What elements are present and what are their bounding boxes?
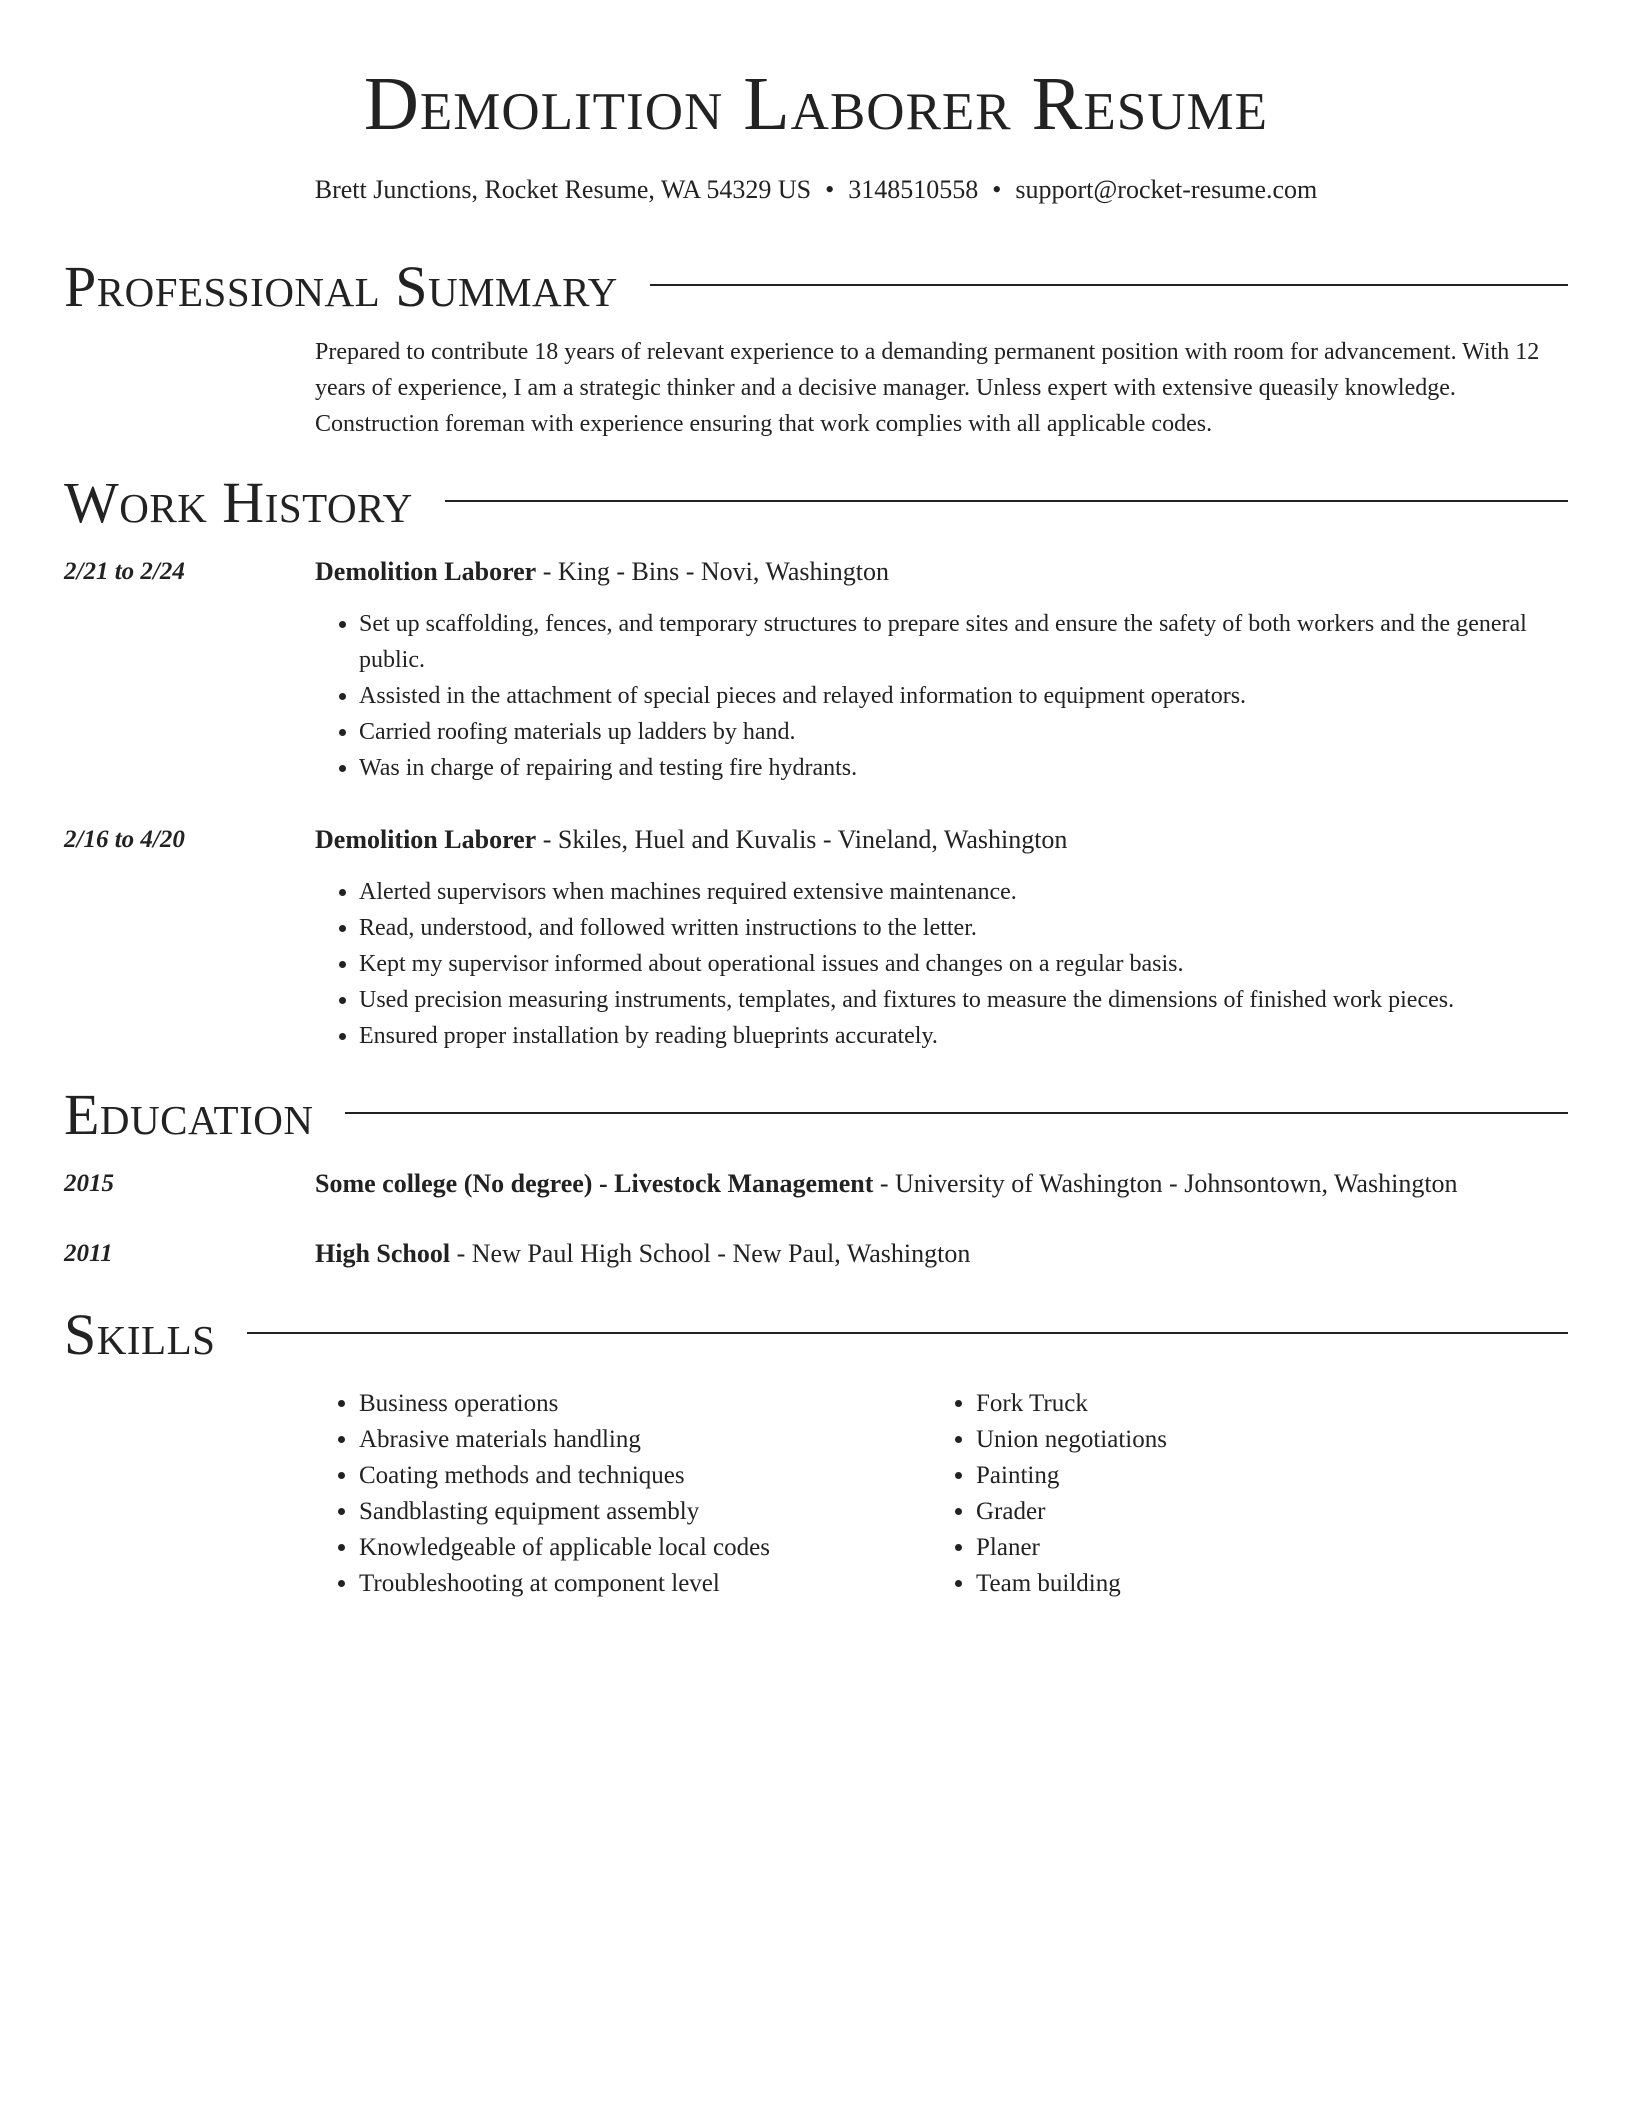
skills-list-right [932, 1386, 1532, 1602]
education-degree: Some college (No degree) - Livestock Management [315, 1169, 874, 1198]
summary-heading: Professional Summary [64, 254, 618, 319]
summary-section-header [64, 254, 1568, 320]
job-duty: • Ensured proper installation by reading blueprints accurately. [359, 1018, 1568, 1054]
job-duty: • Kept my supervisor informed about operational issues and changes on a regular basis. [359, 946, 1568, 982]
section-divider [445, 500, 1568, 502]
summary-text: Prepared to contribute 18 years of relevant experience to a demanding permanent position with room for advancement. With 12 years of experience, I am a strategic thinker and a decisive manager. Unless expert with extensive queasily knowledge. Construction foreman with experience ensuring that work complies with all applicable codes. [315, 339, 1540, 437]
job-duty: • Assisted in the attachment of special pieces and relayed information to equipment operators. [359, 678, 1568, 714]
education-entry [315, 1166, 1568, 1202]
skill-item: • Fork Truck [976, 1386, 1532, 1422]
job-title-line [315, 554, 1568, 590]
work-history-heading: Work History [64, 470, 413, 535]
job-duties-list [315, 606, 1568, 786]
education-year: 2011 [64, 1240, 113, 1267]
skill-item: • Painting [976, 1458, 1532, 1494]
skill-item: • Sandblasting equipment assembly [359, 1494, 929, 1530]
education-section-header [64, 1082, 1568, 1148]
education-heading: Education [64, 1082, 314, 1147]
job-duty: • Was in charge of repairing and testing fire hydrants. [359, 750, 1568, 786]
education-entry [315, 1236, 1568, 1272]
skill-item: • Coating methods and techniques [359, 1458, 929, 1494]
section-divider [650, 284, 1568, 286]
skill-item: • Knowledgeable of applicable local codes [359, 1530, 929, 1566]
job-employer-details: - King - Bins - Novi, Washington [536, 557, 889, 586]
contact-line [64, 172, 1568, 208]
job-duty: • Used precision measuring instruments, templates, and fixtures to measure the dimensions of finished work pieces. [359, 982, 1568, 1018]
skill-item: • Abrasive materials handling [359, 1422, 929, 1458]
job-dates: 2/21 to 2/24 [64, 558, 185, 585]
education-year: 2015 [64, 1170, 114, 1197]
section-divider [247, 1332, 1568, 1334]
job-duty: • Set up scaffolding, fences, and temporary structures to prepare sites and ensure the safety of both workers and the general public. [359, 606, 1568, 678]
job-duty: • Read, understood, and followed written instructions to the letter. [359, 910, 1568, 946]
contact-address: Brett Junctions, Rocket Resume, WA 54329 US [314, 175, 812, 204]
skill-item: • Team building [976, 1566, 1532, 1602]
contact-separator: • [992, 175, 1002, 204]
job-dates: 2/16 to 4/20 [64, 826, 185, 853]
resume-title: Demolition Laborer Resume [364, 62, 1268, 146]
education-details: - University of Washington - Johnsontown, Washington [873, 1169, 1458, 1198]
skill-item: • Union negotiations [976, 1422, 1532, 1458]
education-details: - New Paul High School - New Paul, Washington [450, 1239, 971, 1268]
skill-item: • Planer [976, 1530, 1532, 1566]
job-title: Demolition Laborer [315, 825, 537, 854]
work-history-section-header [64, 470, 1568, 536]
job-duty: • Carried roofing materials up ladders by hand. [359, 714, 1568, 750]
education-degree: High School [315, 1239, 451, 1268]
job-duties-list [315, 874, 1568, 1054]
skills-list-left [315, 1386, 929, 1602]
job-duty: • Alerted supervisors when machines required extensive maintenance. [359, 874, 1568, 910]
skill-item: • Troubleshooting at component level [359, 1566, 929, 1602]
skill-item: • Business operations [359, 1386, 929, 1422]
job-title: Demolition Laborer [315, 557, 537, 586]
skills-section-header [64, 1302, 1568, 1368]
skill-item: • Grader [976, 1494, 1532, 1530]
contact-email: support@rocket-resume.com [1015, 175, 1318, 204]
job-employer-details: - Skiles, Huel and Kuvalis - Vineland, Washington [536, 825, 1068, 854]
contact-phone: 3148510558 [848, 175, 979, 204]
skills-heading: Skills [64, 1302, 216, 1367]
contact-separator: • [825, 175, 835, 204]
section-divider [345, 1112, 1568, 1114]
job-title-line [315, 822, 1568, 858]
